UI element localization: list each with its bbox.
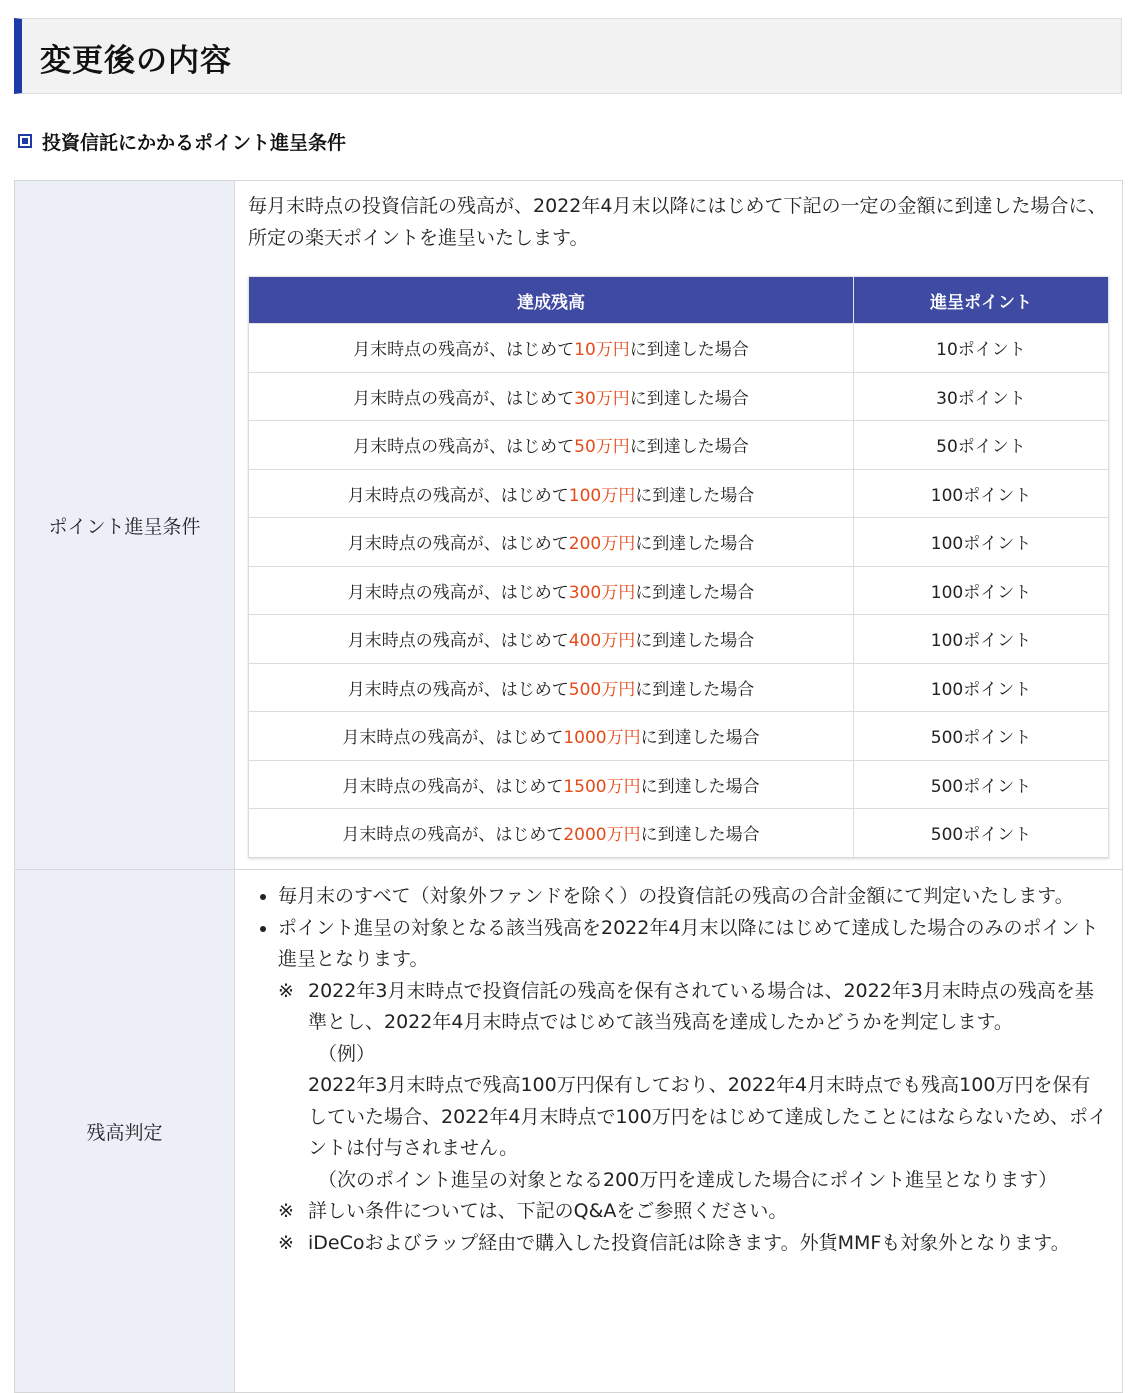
balance-cell [249, 372, 854, 421]
table-row [249, 615, 1109, 664]
balance-suffix: に到達した場合 [635, 582, 755, 603]
balance-prefix: 月末時点の残高が、はじめて [347, 679, 569, 700]
points-cell: 100ポイント [854, 469, 1109, 518]
balance-prefix: 月末時点の残高が、はじめて [353, 388, 575, 409]
condition-label: ポイント進呈条件 [15, 181, 235, 870]
points-cell: 100ポイント [854, 566, 1109, 615]
judgement-row [15, 870, 1123, 1393]
balance-prefix: 月末時点の残高が、はじめて [342, 776, 564, 797]
points-cell: 50ポイント [854, 421, 1109, 470]
page-title: 変更後の内容 [40, 43, 232, 79]
square-bullet-icon [18, 134, 32, 148]
balance-cell [249, 809, 854, 858]
table-row [249, 760, 1109, 809]
judgement-bullet-text: ポイント進呈の対象となる該当残高を2022年4月末以降にはじめて達成した場合のみのポイント進呈となります。 [278, 916, 1099, 970]
header-points: 進呈ポイント [854, 277, 1109, 324]
table-row [249, 663, 1109, 712]
condition-intro: 毎月末時点の投資信託の残高が、2022年4月末以降にはじめて下記の一定の金額に到達した場合に、所定の楽天ポイントを進呈いたします。 [248, 195, 1107, 249]
balance-amount: 300万円 [568, 582, 636, 603]
note-text: 2022年3月末時点で投資信託の残高を保有されている場合は、2022年3月末時点の残高を基準とし、2022年4月末時点ではじめて該当残高を達成したかどうかを判定します。 [308, 979, 1094, 1033]
points-table-body [249, 324, 1109, 858]
balance-suffix: に到達した場合 [635, 485, 755, 506]
note-mark: ※ [278, 979, 294, 1002]
points-cell: 500ポイント [854, 809, 1109, 858]
balance-prefix: 月末時点の残高が、はじめて [342, 825, 564, 846]
balance-cell [249, 615, 854, 664]
balance-suffix: に到達した場合 [640, 825, 760, 846]
balance-cell [249, 518, 854, 567]
table-row [249, 469, 1109, 518]
balance-amount: 1000万円 [563, 728, 641, 749]
note-mark: ※ [278, 1231, 294, 1254]
balance-amount: 10万円 [574, 340, 630, 361]
points-cell: 30ポイント [854, 372, 1109, 421]
balance-amount: 200万円 [568, 534, 636, 555]
balance-amount: 30万円 [574, 388, 630, 409]
judgement-content [235, 870, 1123, 1393]
points-cell: 100ポイント [854, 663, 1109, 712]
balance-prefix: 月末時点の残高が、はじめて [347, 582, 569, 603]
header-balance: 達成残高 [249, 277, 854, 324]
points-cell: 10ポイント [854, 324, 1109, 373]
balance-suffix: に到達した場合 [640, 728, 760, 749]
balance-cell [249, 469, 854, 518]
note-text: 詳しい条件については、下記のQ&Aをご参照ください。 [308, 1200, 788, 1222]
balance-prefix: 月末時点の残高が、はじめて [347, 485, 569, 506]
points-table [248, 276, 1109, 858]
balance-prefix: 月末時点の残高が、はじめて [342, 728, 564, 749]
note [278, 976, 1109, 1197]
judgement-label: 残高判定 [15, 870, 235, 1393]
balance-suffix: に到達した場合 [629, 340, 749, 361]
balance-cell [249, 712, 854, 761]
points-cell: 500ポイント [854, 760, 1109, 809]
balance-cell [249, 663, 854, 712]
balance-cell [249, 421, 854, 470]
balance-prefix: 月末時点の残高が、はじめて [353, 340, 575, 361]
balance-prefix: 月末時点の残高が、はじめて [347, 534, 569, 555]
judgement-bullet: • 毎月末のすべて（対象外ファンドを除く）の投資信託の残高の合計金額にて判定いたします。 [278, 881, 1109, 913]
points-table-header [249, 277, 1109, 324]
note [278, 1196, 1109, 1228]
balance-suffix: に到達した場合 [635, 534, 755, 555]
judgement-list [248, 881, 1109, 1259]
judgement-bullet [278, 913, 1109, 1260]
balance-cell [249, 566, 854, 615]
balance-suffix: に到達した場合 [635, 631, 755, 652]
balance-amount: 2000万円 [563, 825, 641, 846]
table-row [249, 712, 1109, 761]
table-row [249, 809, 1109, 858]
condition-content [235, 181, 1123, 870]
example-text: 2022年3月末時点で残高100万円保有しており、2022年4月末時点でも残高100万円を保有していた場合、2022年4月末時点で100万円をはじめて達成したことにはならないため、ポイントは付与されません。 [308, 1074, 1107, 1159]
points-cell: 100ポイント [854, 518, 1109, 567]
example-paren: （次のポイント進呈の対象となる200万円を達成した場合にポイント進呈となります） [318, 1168, 1058, 1191]
balance-cell [249, 324, 854, 373]
table-row [249, 421, 1109, 470]
balance-amount: 500万円 [568, 679, 636, 700]
table-row [249, 324, 1109, 373]
table-row [249, 566, 1109, 615]
condition-row [15, 181, 1123, 870]
note-mark: ※ [278, 1200, 294, 1222]
balance-suffix: に到達した場合 [629, 388, 749, 409]
balance-cell [249, 760, 854, 809]
note-body [308, 976, 1109, 1197]
balance-prefix: 月末時点の残高が、はじめて [353, 437, 575, 458]
balance-amount: 50万円 [574, 437, 630, 458]
example-label: （例） [318, 1042, 376, 1065]
section-heading [18, 128, 346, 154]
balance-prefix: 月末時点の残高が、はじめて [347, 631, 569, 652]
table-row [249, 518, 1109, 567]
balance-suffix: に到達した場合 [629, 437, 749, 458]
balance-amount: 1500万円 [563, 776, 641, 797]
note-text: iDeCoおよびラップ経由で購入した投資信託は除きます。外貨MMFも対象外となります。 [308, 1231, 1070, 1254]
note [278, 1228, 1109, 1260]
section-title: 投資信託にかかるポイント進呈条件 [42, 131, 347, 154]
page-heading [14, 18, 1122, 94]
conditions-table [14, 180, 1123, 1393]
points-cell: 500ポイント [854, 712, 1109, 761]
balance-amount: 100万円 [568, 485, 636, 506]
balance-suffix: に到達した場合 [635, 679, 755, 700]
table-row [249, 372, 1109, 421]
balance-suffix: に到達した場合 [640, 776, 760, 797]
points-cell: 100ポイント [854, 615, 1109, 664]
balance-amount: 400万円 [568, 631, 636, 652]
